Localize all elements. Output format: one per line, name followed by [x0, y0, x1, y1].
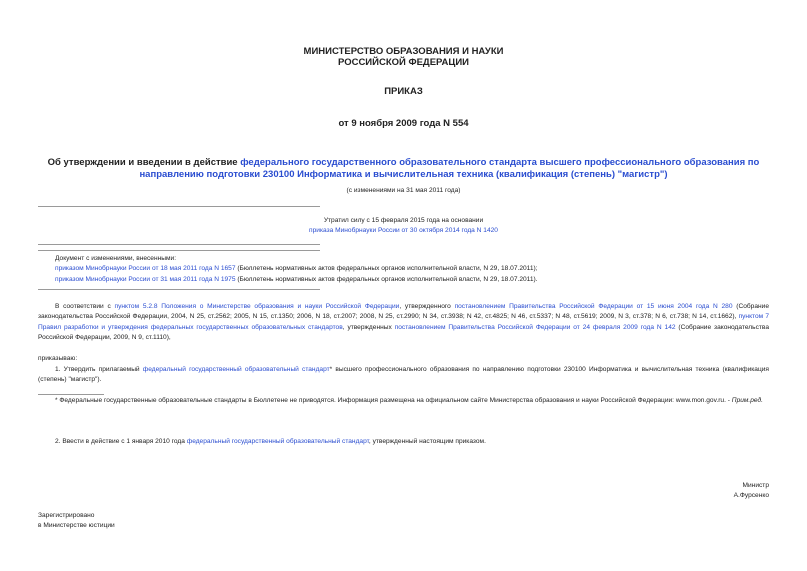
title-prefix: Об утверждении и введении в действие — [47, 157, 241, 168]
amendment-note: (с изменениями на 31 мая 2011 года) — [346, 187, 461, 194]
document-type: ПРИКАЗ — [384, 86, 423, 97]
rules-link[interactable]: пунктом 7 Правил разработки и утверждения федеральных государственных образовательных стандартов — [38, 313, 769, 331]
government-decree-link[interactable]: постановлением Правительства Российской Федерации от 24 февраля 2009 года N 142 — [394, 323, 676, 331]
divider — [38, 289, 320, 290]
item-text: * высшего профессионального образования по направлению подготовки 230100 Информатика и вычислительная техника (квалификация (степень) "магистр"). — [38, 366, 769, 384]
preamble-paragraph — [38, 302, 769, 344]
change-item — [55, 264, 775, 274]
footnote-editor-note: Прим.ред. — [731, 397, 763, 404]
item-text: , утвержденный настоящим приказом. — [368, 438, 486, 445]
signatory-name: А.Фурсенко — [733, 492, 769, 500]
change-order-link[interactable]: приказом Минобрнауки России от 18 мая 2011 года N 1657 — [55, 265, 236, 273]
ministry-name-line2: РОССИЙСКОЙ ФЕДЕРАЦИИ — [337, 57, 469, 68]
signature-block — [734, 481, 769, 502]
preamble-text: , утвержденного — [399, 303, 455, 310]
preamble-text: В соответствии с — [55, 303, 115, 310]
title-standard-link[interactable]: федерального государственного образовательного стандарта высшего профессионального образования по направлению подготовки 230100 Информатика и вычислительная техника (квалификация (степень) "магистр") — [139, 157, 760, 180]
divider — [38, 206, 320, 207]
document-title — [40, 157, 767, 181]
preamble-text: , утвержденных — [342, 323, 395, 331]
ministry-name-line1: МИНИСТЕРСТВО ОБРАЗОВАНИЯ И НАУКИ — [303, 46, 504, 57]
standard-link[interactable]: федеральный государственный образовательный стандарт — [142, 366, 330, 373]
divider — [38, 250, 320, 251]
regulation-link[interactable]: пунктом 5.2.8 Положения о Министерстве образования и науки Российской Федерации — [114, 303, 400, 310]
changes-intro: Документ с изменениями, внесенными: — [55, 255, 177, 262]
order-item-1 — [38, 365, 769, 386]
footnote-text: * Федеральные государственные образовательные стандарты в Бюллетене не приводятся. Информация размещена на официальном сайте Министерства образования и науки Российской Федерации: www.mon.gov.ru. - — [55, 397, 732, 404]
standard-link[interactable]: федеральный государственный образовательный стандарт — [186, 438, 369, 445]
expired-order-link[interactable]: приказа Минобрнауки России от 30 октября 2014 года N 1420 — [309, 227, 498, 235]
change-item — [55, 275, 775, 285]
registration-line: Зарегистрировано — [38, 512, 95, 519]
expired-text: Утратил силу с 15 февраля 2015 года на основании — [323, 217, 484, 224]
registration-block — [38, 511, 115, 532]
document-date-number: от 9 ноября 2009 года N 554 — [338, 118, 469, 129]
change-item-text: (Бюллетень нормативных актов федеральных органов исполнительной власти, N 29, 18.07.2011); — [235, 265, 538, 273]
government-decree-link[interactable]: постановлением Правительства Российской Федерации от 15 июня 2004 года N 280 — [454, 303, 733, 310]
signatory-title: Министр — [742, 482, 769, 489]
item-text: 1. Утвердить прилагаемый — [55, 366, 143, 373]
expired-notice — [0, 216, 807, 237]
changes-block — [55, 254, 775, 285]
footnote-divider — [38, 394, 104, 395]
registration-line: в Министерстве юстиции — [38, 522, 115, 530]
divider — [38, 244, 320, 245]
order-item-2 — [55, 437, 769, 447]
change-item-text: (Бюллетень нормативных актов федеральных органов исполнительной власти, N 29, 18.07.2011). — [235, 275, 538, 283]
change-order-link[interactable]: приказом Минобрнауки России от 31 мая 2011 года N 1975 — [55, 275, 236, 283]
preamble-text: (Собрание законодательства Российской Федерации, 2009, N 9, ст.1110), — [38, 323, 769, 342]
order-word: приказываю: — [38, 355, 78, 362]
item-text: 2. Ввести в действие с 1 января 2010 года — [55, 438, 187, 445]
footnote — [38, 396, 769, 406]
preamble-text: (Собрание законодательства Российской Федерации, 2004, N 25, ст.2562; 2005, N 15, ст.1350; 2006, N 18, ст.2007; 2008, N 25, ст.2990; N 34, ст.3938; N 42, ст.4825; N 46, ст.5337; N 48, ст.5619; 2009, N 3, ст.378; N 6, ст.738; N 14, ст.1662), — [38, 303, 769, 321]
